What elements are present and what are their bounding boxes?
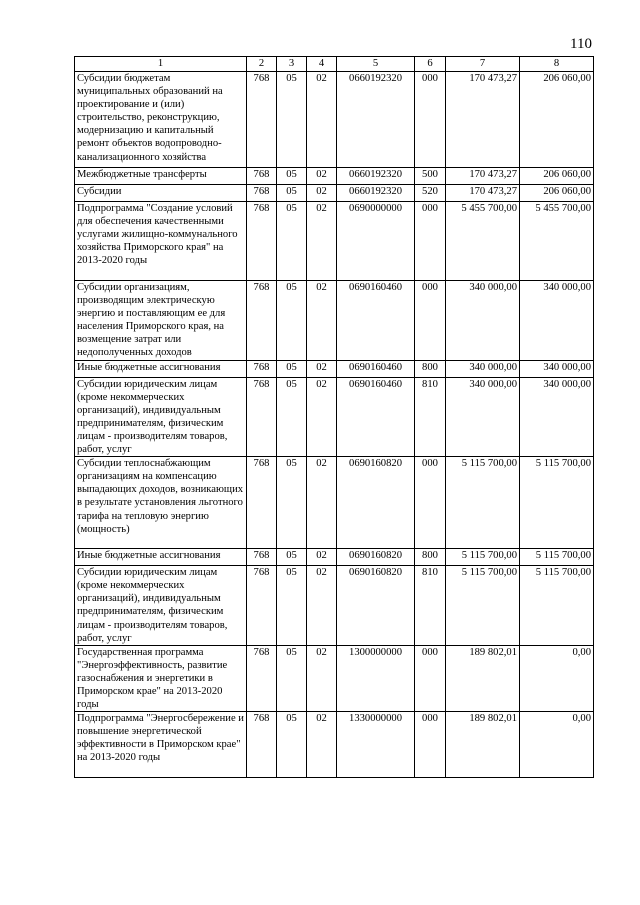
row-section-code: 05 xyxy=(277,202,307,281)
page-number: 110 xyxy=(570,36,592,52)
row-amount-col7: 5 455 700,00 xyxy=(446,202,520,281)
row-name: Иные бюджетные ассигнования xyxy=(75,549,247,566)
row-name: Субсидии юридическим лицам (кроме некоммерческих организаций), индивидуальным предпринимателям, физическим лицам - производителям товаров, работ, услуг xyxy=(75,377,247,457)
row-section-code: 05 xyxy=(277,457,307,549)
row-amount-col7: 5 115 700,00 xyxy=(446,549,520,566)
row-name: Подпрограмма "Создание условий для обеспечения качественными услугами жилищно-коммунального хозяйства Приморского края" на 2013-2020 годы xyxy=(75,202,247,281)
header-row xyxy=(75,57,594,72)
table-row xyxy=(75,549,594,566)
header-cell: 7 xyxy=(446,57,520,72)
row-section-code: 05 xyxy=(277,168,307,185)
row-target-code: 0690000000 xyxy=(337,202,415,281)
row-amount-col8: 5 115 700,00 xyxy=(520,549,594,566)
row-expense-type: 800 xyxy=(415,549,446,566)
row-expense-type: 000 xyxy=(415,457,446,549)
row-section-code: 05 xyxy=(277,185,307,202)
row-expense-type: 000 xyxy=(415,72,446,168)
row-amount-col8: 0,00 xyxy=(520,712,594,778)
row-section-code: 05 xyxy=(277,360,307,377)
row-subsection-code: 02 xyxy=(307,457,337,549)
row-amount-col8: 5 115 700,00 xyxy=(520,457,594,549)
table-row xyxy=(75,72,594,168)
row-amount-col7: 189 802,01 xyxy=(446,645,520,711)
table-row xyxy=(75,645,594,711)
row-section-code: 05 xyxy=(277,281,307,361)
row-ministry-code: 768 xyxy=(247,360,277,377)
row-ministry-code: 768 xyxy=(247,712,277,778)
table-row xyxy=(75,168,594,185)
row-expense-type: 000 xyxy=(415,712,446,778)
row-subsection-code: 02 xyxy=(307,566,337,646)
budget-table xyxy=(74,56,594,778)
row-expense-type: 520 xyxy=(415,185,446,202)
row-amount-col7: 5 115 700,00 xyxy=(446,457,520,549)
row-section-code: 05 xyxy=(277,712,307,778)
row-ministry-code: 768 xyxy=(247,566,277,646)
row-target-code: 0690160460 xyxy=(337,360,415,377)
row-amount-col8: 340 000,00 xyxy=(520,281,594,361)
row-ministry-code: 768 xyxy=(247,457,277,549)
row-target-code: 0660192320 xyxy=(337,185,415,202)
row-subsection-code: 02 xyxy=(307,168,337,185)
row-amount-col7: 340 000,00 xyxy=(446,281,520,361)
table-row xyxy=(75,202,594,281)
row-name: Субсидии теплоснабжающим организациям на компенсацию выпадающих доходов, возникающих в результате установления льготного тарифа на тепловую энергию (мощность) xyxy=(75,457,247,549)
row-target-code: 0690160820 xyxy=(337,457,415,549)
row-target-code: 0690160460 xyxy=(337,281,415,361)
row-amount-col8: 206 060,00 xyxy=(520,185,594,202)
row-name: Субсидии организациям, производящим электрическую энергию и поставляющим ее для населения Приморского края, на возмещение затрат или недополученных доходов xyxy=(75,281,247,361)
row-ministry-code: 768 xyxy=(247,549,277,566)
row-amount-col7: 170 473,27 xyxy=(446,72,520,168)
row-subsection-code: 02 xyxy=(307,377,337,457)
header-cell: 4 xyxy=(307,57,337,72)
header-cell: 8 xyxy=(520,57,594,72)
table-row xyxy=(75,281,594,361)
row-subsection-code: 02 xyxy=(307,185,337,202)
table-row xyxy=(75,377,594,457)
row-expense-type: 800 xyxy=(415,360,446,377)
row-subsection-code: 02 xyxy=(307,549,337,566)
row-amount-col8: 340 000,00 xyxy=(520,360,594,377)
row-amount-col8: 5 115 700,00 xyxy=(520,566,594,646)
row-amount-col7: 5 115 700,00 xyxy=(446,566,520,646)
row-ministry-code: 768 xyxy=(247,72,277,168)
row-subsection-code: 02 xyxy=(307,645,337,711)
header-cell: 6 xyxy=(415,57,446,72)
row-amount-col7: 170 473,27 xyxy=(446,185,520,202)
row-name: Подпрограмма "Энергосбережение и повышение энергетической эффективности в Приморском крае" на 2013-2020 годы xyxy=(75,712,247,778)
row-ministry-code: 768 xyxy=(247,645,277,711)
row-expense-type: 000 xyxy=(415,202,446,281)
header-cell: 3 xyxy=(277,57,307,72)
table-row xyxy=(75,185,594,202)
row-expense-type: 000 xyxy=(415,281,446,361)
row-amount-col8: 206 060,00 xyxy=(520,72,594,168)
row-subsection-code: 02 xyxy=(307,281,337,361)
row-amount-col8: 0,00 xyxy=(520,645,594,711)
header-cell: 1 xyxy=(75,57,247,72)
row-section-code: 05 xyxy=(277,72,307,168)
header-cell: 5 xyxy=(337,57,415,72)
row-ministry-code: 768 xyxy=(247,168,277,185)
row-name: Субсидии бюджетам муниципальных образований на проектирование и (или) строительство, реконструкцию, модернизацию и капитальный ремонт объектов водопроводно-канализационного хозяйства xyxy=(75,72,247,168)
row-section-code: 05 xyxy=(277,377,307,457)
row-expense-type: 000 xyxy=(415,645,446,711)
row-ministry-code: 768 xyxy=(247,202,277,281)
row-name: Иные бюджетные ассигнования xyxy=(75,360,247,377)
table-row xyxy=(75,457,594,549)
row-amount-col7: 340 000,00 xyxy=(446,377,520,457)
row-expense-type: 810 xyxy=(415,566,446,646)
table-row xyxy=(75,566,594,646)
row-ministry-code: 768 xyxy=(247,185,277,202)
row-amount-col7: 340 000,00 xyxy=(446,360,520,377)
row-target-code: 1330000000 xyxy=(337,712,415,778)
row-section-code: 05 xyxy=(277,566,307,646)
row-subsection-code: 02 xyxy=(307,202,337,281)
row-target-code: 0690160460 xyxy=(337,377,415,457)
row-amount-col8: 206 060,00 xyxy=(520,168,594,185)
row-target-code: 0660192320 xyxy=(337,72,415,168)
row-amount-col7: 170 473,27 xyxy=(446,168,520,185)
row-section-code: 05 xyxy=(277,549,307,566)
row-name: Субсидии юридическим лицам (кроме некоммерческих организаций), индивидуальным предпринимателям, физическим лицам - производителям товаров, работ, услуг xyxy=(75,566,247,646)
row-ministry-code: 768 xyxy=(247,377,277,457)
table-row xyxy=(75,712,594,778)
row-name: Субсидии xyxy=(75,185,247,202)
row-name: Государственная программа "Энергоэффективность, развитие газоснабжения и энергетики в Приморском крае" на 2013-2020 годы xyxy=(75,645,247,711)
row-amount-col8: 340 000,00 xyxy=(520,377,594,457)
row-target-code: 0690160820 xyxy=(337,549,415,566)
row-target-code: 0690160820 xyxy=(337,566,415,646)
row-expense-type: 810 xyxy=(415,377,446,457)
row-subsection-code: 02 xyxy=(307,360,337,377)
header-cell: 2 xyxy=(247,57,277,72)
row-section-code: 05 xyxy=(277,645,307,711)
row-expense-type: 500 xyxy=(415,168,446,185)
table-row xyxy=(75,360,594,377)
row-subsection-code: 02 xyxy=(307,72,337,168)
row-ministry-code: 768 xyxy=(247,281,277,361)
row-name: Межбюджетные трансферты xyxy=(75,168,247,185)
row-target-code: 1300000000 xyxy=(337,645,415,711)
row-amount-col8: 5 455 700,00 xyxy=(520,202,594,281)
row-target-code: 0660192320 xyxy=(337,168,415,185)
row-subsection-code: 02 xyxy=(307,712,337,778)
row-amount-col7: 189 802,01 xyxy=(446,712,520,778)
